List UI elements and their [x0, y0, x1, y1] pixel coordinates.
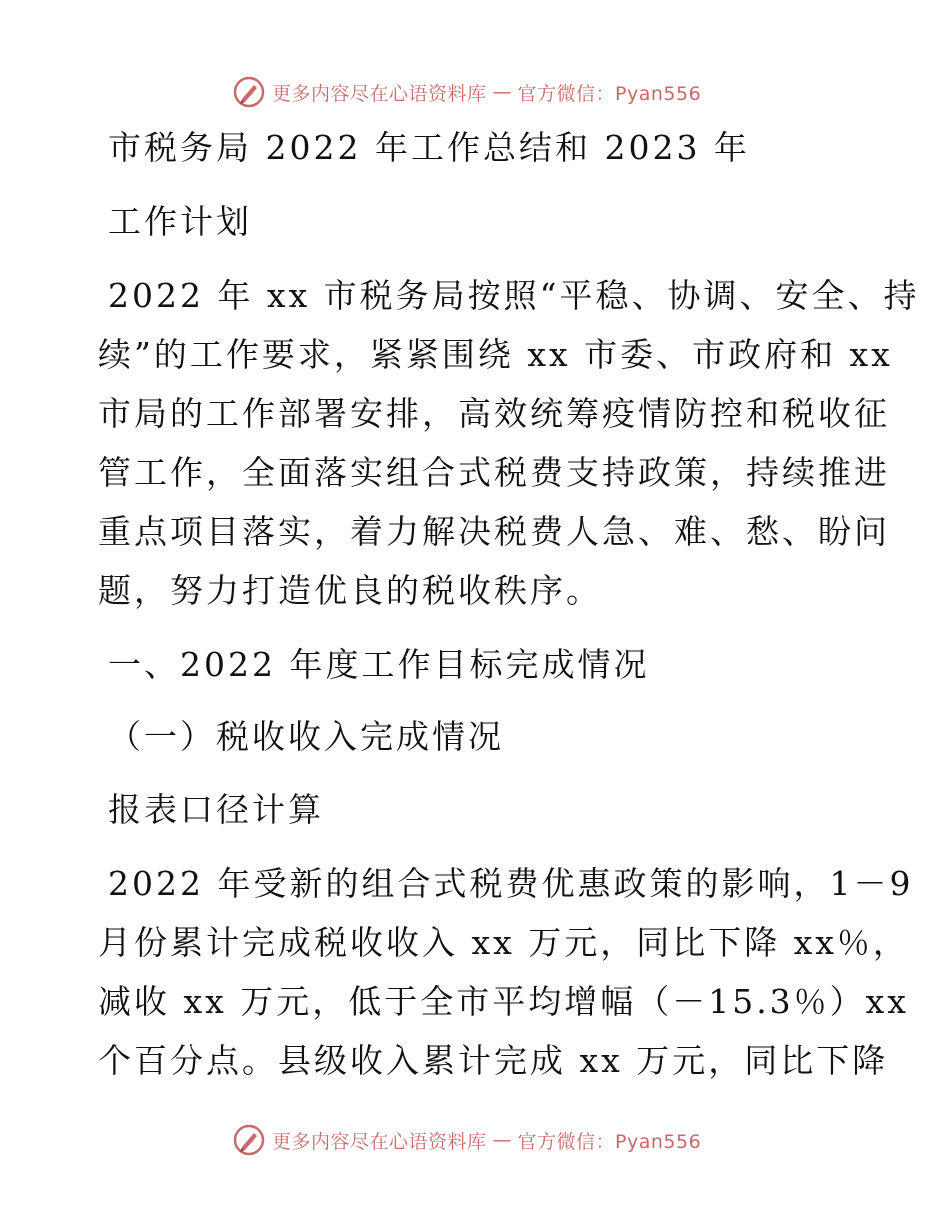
- paragraph-line: 减收 xx 万元，低于全市平均增幅（－15.3％）xx: [98, 982, 909, 1021]
- watermark-suffix: 官方微信：Pyan556: [517, 1130, 702, 1153]
- watermark-footer: [232, 1120, 701, 1160]
- paragraph-line: 个百分点。县级收入累计完成 xx 万元，同比下降: [98, 1041, 889, 1080]
- pen-logo-icon: [232, 1123, 266, 1157]
- paragraph-line: 市局的工作部署安排，高效统筹疫情防控和税收征: [98, 394, 890, 433]
- watermark-dash: —: [492, 81, 512, 103]
- watermark-header: [232, 72, 701, 112]
- subheading: 报表口径计算: [108, 790, 324, 829]
- paragraph-line: 2022 年 xx 市税务局按照“平稳、协调、安全、持: [108, 276, 920, 315]
- paragraph-line: 续”的工作要求，紧紧围绕 xx 市委、市政府和 xx: [98, 335, 893, 374]
- watermark-dash: —: [492, 1129, 512, 1151]
- pen-logo-icon: [232, 75, 266, 109]
- paragraph-line: 2022 年受新的组合式税费优惠政策的影响，1－9: [108, 864, 914, 903]
- title-line-1: 市税务局 2022 年工作总结和 2023 年: [108, 128, 750, 167]
- title-line-2: 工作计划: [108, 202, 252, 241]
- section-heading: 一、2022 年度工作目标完成情况: [108, 645, 650, 684]
- paragraph-line: 管工作，全面落实组合式税费支持政策，持续推进: [98, 453, 890, 492]
- watermark-suffix: 官方微信：Pyan556: [517, 82, 702, 105]
- paragraph-line: 重点项目落实，着力解决税费人急、难、愁、盼问: [98, 512, 890, 551]
- watermark-text: 更多内容尽在心语资料库: [272, 1130, 487, 1153]
- paragraph-line: 月份累计完成税收收入 xx 万元，同比下降 xx％，: [98, 923, 909, 962]
- paragraph-line: 题，努力打造优良的税收秩序。: [98, 571, 602, 610]
- subsection-heading: （一）税收收入完成情况: [108, 717, 504, 756]
- watermark-text: 更多内容尽在心语资料库: [272, 82, 487, 105]
